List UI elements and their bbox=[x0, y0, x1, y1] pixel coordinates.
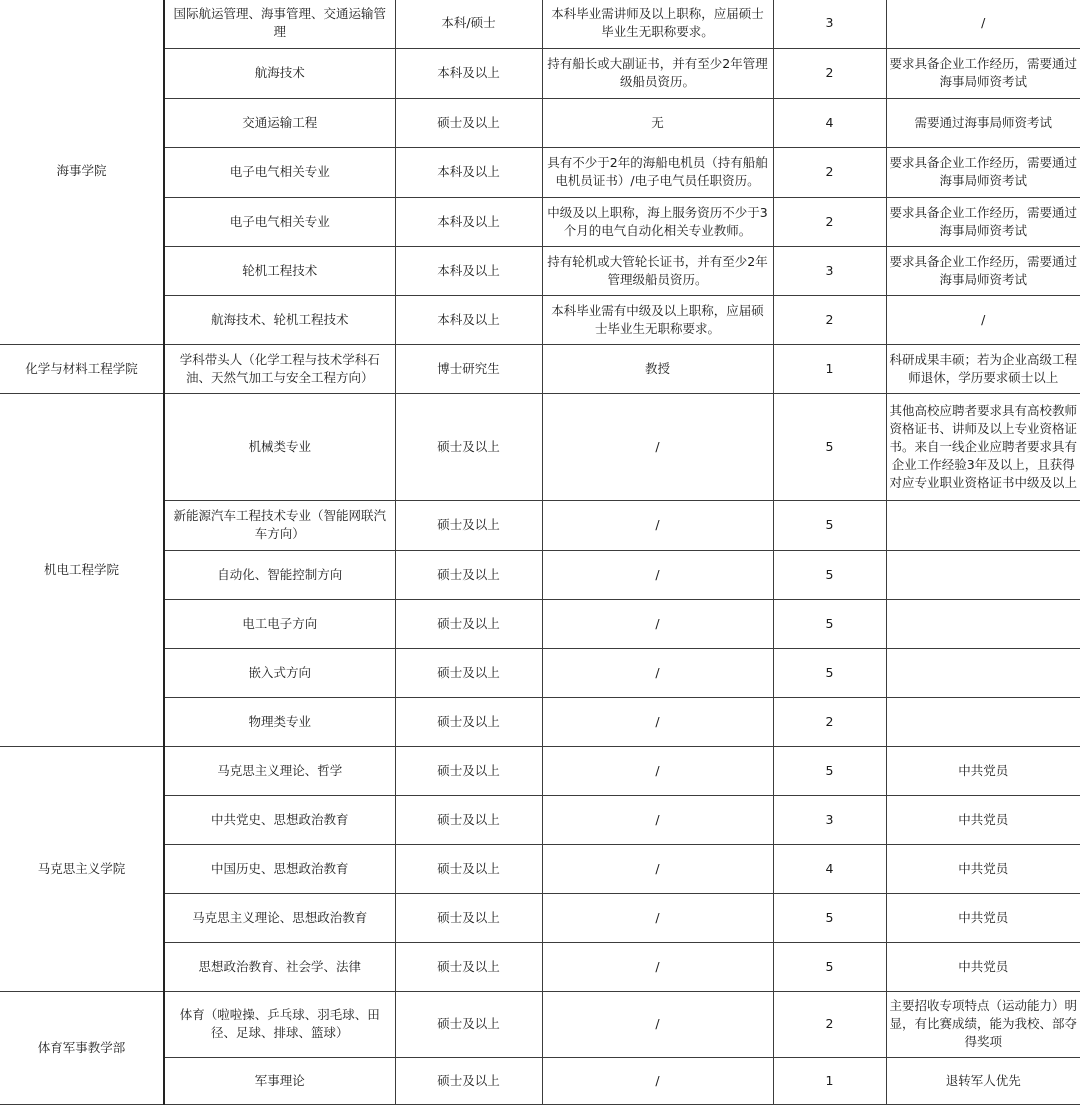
major-cell: 电子电气相关专业 bbox=[164, 197, 395, 246]
requirement-cell: / bbox=[542, 893, 773, 942]
count-cell: 5 bbox=[773, 393, 886, 500]
degree-cell: 本科及以上 bbox=[395, 295, 542, 344]
count-cell: 2 bbox=[773, 991, 886, 1057]
count-cell: 5 bbox=[773, 550, 886, 599]
major-cell: 中共党史、思想政治教育 bbox=[164, 795, 395, 844]
major-cell: 学科带头人（化学工程与技术学科石油、天然气加工与安全工程方向） bbox=[164, 344, 395, 393]
requirement-cell: / bbox=[542, 697, 773, 746]
note-cell: 要求具备企业工作经历，需要通过海事局师资考试 bbox=[886, 147, 1080, 197]
requirement-cell: 教授 bbox=[542, 344, 773, 393]
note-cell: / bbox=[886, 0, 1080, 48]
degree-cell: 硕士及以上 bbox=[395, 795, 542, 844]
note-cell: 中共党员 bbox=[886, 844, 1080, 893]
degree-cell: 硕士及以上 bbox=[395, 893, 542, 942]
degree-cell: 硕士及以上 bbox=[395, 98, 542, 147]
degree-cell: 本科/硕士 bbox=[395, 0, 542, 48]
table-row bbox=[0, 0, 1080, 48]
note-cell bbox=[886, 500, 1080, 550]
degree-cell: 硕士及以上 bbox=[395, 697, 542, 746]
major-cell: 机械类专业 bbox=[164, 393, 395, 500]
major-cell: 国际航运管理、海事管理、交通运输管理 bbox=[164, 0, 395, 48]
major-cell: 自动化、智能控制方向 bbox=[164, 550, 395, 599]
table-row bbox=[0, 991, 1080, 1057]
major-cell: 马克思主义理论、思想政治教育 bbox=[164, 893, 395, 942]
major-cell: 航海技术、轮机工程技术 bbox=[164, 295, 395, 344]
degree-cell: 硕士及以上 bbox=[395, 746, 542, 795]
major-cell: 交通运输工程 bbox=[164, 98, 395, 147]
degree-cell: 硕士及以上 bbox=[395, 844, 542, 893]
count-cell: 5 bbox=[773, 599, 886, 648]
requirement-cell: 具有不少于2年的海船电机员（持有船舶电机员证书）/电子电气员任职资历。 bbox=[542, 147, 773, 197]
major-cell: 思想政治教育、社会学、法律 bbox=[164, 942, 395, 991]
note-cell: 中共党员 bbox=[886, 795, 1080, 844]
major-cell: 物理类专业 bbox=[164, 697, 395, 746]
note-cell bbox=[886, 550, 1080, 599]
count-cell: 2 bbox=[773, 48, 886, 98]
count-cell: 3 bbox=[773, 246, 886, 295]
degree-cell: 本科及以上 bbox=[395, 147, 542, 197]
college-cell: 海事学院 bbox=[0, 0, 164, 344]
requirement-cell: 无 bbox=[542, 98, 773, 147]
major-cell: 电子电气相关专业 bbox=[164, 147, 395, 197]
requirement-cell: / bbox=[542, 500, 773, 550]
requirement-cell: 持有船长或大副证书，并有至少2年管理级船员资历。 bbox=[542, 48, 773, 98]
note-cell: 中共党员 bbox=[886, 893, 1080, 942]
requirement-cell: / bbox=[542, 599, 773, 648]
major-cell: 航海技术 bbox=[164, 48, 395, 98]
degree-cell: 硕士及以上 bbox=[395, 393, 542, 500]
college-cell: 体育军事教学部 bbox=[0, 991, 164, 1104]
college-cell: 机电工程学院 bbox=[0, 393, 164, 746]
count-cell: 5 bbox=[773, 942, 886, 991]
note-cell: 退转军人优先 bbox=[886, 1057, 1080, 1104]
requirement-cell: 本科毕业需讲师及以上职称，应届硕士毕业生无职称要求。 bbox=[542, 0, 773, 48]
count-cell: 5 bbox=[773, 746, 886, 795]
major-cell: 新能源汽车工程技术专业（智能网联汽车方向） bbox=[164, 500, 395, 550]
note-cell bbox=[886, 599, 1080, 648]
note-cell: 要求具备企业工作经历，需要通过海事局师资考试 bbox=[886, 246, 1080, 295]
count-cell: 5 bbox=[773, 648, 886, 697]
college-cell: 马克思主义学院 bbox=[0, 746, 164, 991]
major-cell: 军事理论 bbox=[164, 1057, 395, 1104]
degree-cell: 博士研究生 bbox=[395, 344, 542, 393]
count-cell: 1 bbox=[773, 1057, 886, 1104]
count-cell: 4 bbox=[773, 98, 886, 147]
college-cell: 化学与材料工程学院 bbox=[0, 344, 164, 393]
degree-cell: 本科及以上 bbox=[395, 197, 542, 246]
count-cell: 2 bbox=[773, 197, 886, 246]
major-cell: 电工电子方向 bbox=[164, 599, 395, 648]
count-cell: 4 bbox=[773, 844, 886, 893]
major-cell: 马克思主义理论、哲学 bbox=[164, 746, 395, 795]
degree-cell: 硕士及以上 bbox=[395, 599, 542, 648]
note-cell: 需要通过海事局师资考试 bbox=[886, 98, 1080, 147]
major-cell: 嵌入式方向 bbox=[164, 648, 395, 697]
major-cell: 体育（啦啦操、乒乓球、羽毛球、田径、足球、排球、篮球） bbox=[164, 991, 395, 1057]
requirement-cell: / bbox=[542, 393, 773, 500]
count-cell: 2 bbox=[773, 147, 886, 197]
note-cell bbox=[886, 697, 1080, 746]
note-cell: 主要招收专项特点（运动能力）明显，有比赛成绩，能为我校、部夺得奖项 bbox=[886, 991, 1080, 1057]
count-cell: 2 bbox=[773, 697, 886, 746]
requirement-cell: / bbox=[542, 746, 773, 795]
note-cell bbox=[886, 648, 1080, 697]
requirement-cell: 本科毕业需有中级及以上职称，应届硕士毕业生无职称要求。 bbox=[542, 295, 773, 344]
count-cell: 2 bbox=[773, 295, 886, 344]
note-cell: 中共党员 bbox=[886, 746, 1080, 795]
table-row bbox=[0, 393, 1080, 500]
note-cell: 中共党员 bbox=[886, 942, 1080, 991]
count-cell: 3 bbox=[773, 795, 886, 844]
major-cell: 中国历史、思想政治教育 bbox=[164, 844, 395, 893]
degree-cell: 本科及以上 bbox=[395, 246, 542, 295]
requirement-cell: / bbox=[542, 942, 773, 991]
count-cell: 3 bbox=[773, 0, 886, 48]
requirement-cell: 中级及以上职称，海上服务资历不少于3个月的电气自动化相关专业教师。 bbox=[542, 197, 773, 246]
requirement-cell: / bbox=[542, 648, 773, 697]
requirement-cell: 持有轮机或大管轮长证书，并有至少2年管理级船员资历。 bbox=[542, 246, 773, 295]
degree-cell: 硕士及以上 bbox=[395, 991, 542, 1057]
requirement-cell: / bbox=[542, 550, 773, 599]
degree-cell: 硕士及以上 bbox=[395, 1057, 542, 1104]
requirement-cell: / bbox=[542, 795, 773, 844]
note-cell: 其他高校应聘者要求具有高校教师资格证书、讲师及以上专业资格证书。来自一线企业应聘者要求具有企业工作经验3年及以上，且获得对应专业职业资格证书中级及以上 bbox=[886, 393, 1080, 500]
major-cell: 轮机工程技术 bbox=[164, 246, 395, 295]
degree-cell: 硕士及以上 bbox=[395, 500, 542, 550]
degree-cell: 本科及以上 bbox=[395, 48, 542, 98]
degree-cell: 硕士及以上 bbox=[395, 550, 542, 599]
note-cell: 要求具备企业工作经历，需要通过海事局师资考试 bbox=[886, 197, 1080, 246]
table-row bbox=[0, 746, 1080, 795]
note-cell: 科研成果丰硕；若为企业高级工程师退休，学历要求硕士以上 bbox=[886, 344, 1080, 393]
count-cell: 5 bbox=[773, 500, 886, 550]
note-cell: 要求具备企业工作经历，需要通过海事局师资考试 bbox=[886, 48, 1080, 98]
count-cell: 1 bbox=[773, 344, 886, 393]
degree-cell: 硕士及以上 bbox=[395, 942, 542, 991]
requirement-cell: / bbox=[542, 991, 773, 1057]
table-row bbox=[0, 344, 1080, 393]
note-cell: / bbox=[886, 295, 1080, 344]
count-cell: 5 bbox=[773, 893, 886, 942]
requirement-cell: / bbox=[542, 844, 773, 893]
degree-cell: 硕士及以上 bbox=[395, 648, 542, 697]
requirement-cell: / bbox=[542, 1057, 773, 1104]
